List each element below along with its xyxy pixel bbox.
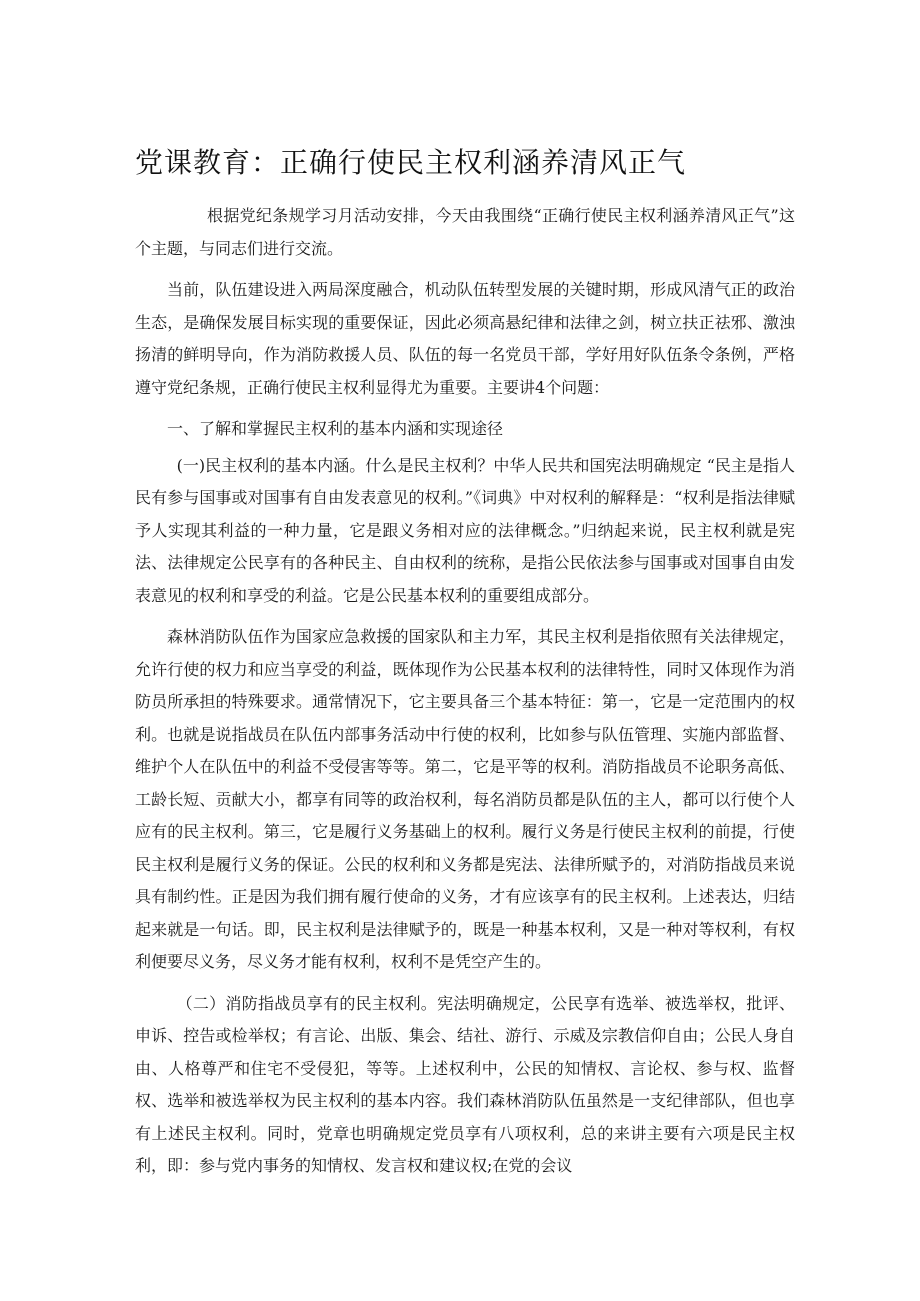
document-body [135,200,795,1192]
section-heading-1: 一、了解和掌握民主权利的基本内涵和实现途径 [167,419,504,438]
paragraph-intro: 根据党纪条规学习月活动安排，今天由我围绕“正确行使民主权利涵养清风正气”这个主题，与同志们进行交流。 [135,206,795,258]
paragraph-background: 当前，队伍建设进入两局深度融合，机动队伍转型发展的关键时期，形成风清气正的政治生态，是确保发展目标实现的重要保证，因此必须高悬纪律和法律之剑，树立扶正祛邪、激浊扬清的鲜明导向，作为消防救援人员、队伍的每一名党员干部，学好用好队伍条令条例，严格遵守党纪条规，正确行使民主权利显得尤为重要。主要讲4个问题： [135,280,795,397]
document-title: 党课教育：正确行使民主权利涵养清风正气 [135,146,687,179]
paragraph-rights-enjoyed: （二）消防指战员享有的民主权利。宪法明确规定，公民享有选举、被选举权，批评、申诉、控告或检举权；有言论、出版、集会、结社、游行、示威及宗教信仰自由；公民人身自由、人格尊严和住宅不受侵犯，等等。上述权利中，公民的知情权、言论权、参与权、监督权、选举和被选举权为民主权利的基本内容。我们森林消防队伍虽然是一支纪律部队，但也享有上述民主权利。同时，党章也明确规定党员享有八项权利，总的来讲主要有六项是民主权利，即：参与党内事务的知情权、发言权和建议权;在党的会议 [135,993,795,1175]
paragraph-characteristics: 森林消防队伍作为国家应急救援的国家队和主力军，其民主权利是指依照有关法律规定，允许行使的权力和应当享受的利益，既体现作为公民基本权利的法律特性，同时又体现作为消防员所承担的特殊要求。通常情况下，它主要具备三个基本特征：第一，它是一定范围内的权利。也就是说指战员在队伍内部事务活动中行使的权利，比如参与队伍管理、实施内部监督、维护个人在队伍中的利益不受侵害等等。第二，它是平等的权利。消防指战员不论职务高低、工龄长短、贡献大小，都享有同等的政治权利，每名消防员都是队伍的主人，都可以行使个人应有的民主权利。第三，它是履行义务基础上的权利。履行义务是行使民主权利的前提，行使民主权利是履行义务的保证。公民的权利和义务都是宪法、法律所赋予的，对消防指战员来说具有制约性。正是因为我们拥有履行使命的义务，才有应该享有的民主权利。上述表达，归结起来就是一句话。即，民主权利是法律赋予的，既是一种基本权利，又是一种对等权利，有权利便要尽义务，尽义务才能有权利，权利不是凭空产生的。 [135,627,795,971]
paragraph-basic-meaning: (一)民主权利的基本内涵。什么是民主权利？中华人民共和国宪法明确规定 “民主是指人民有参与国事或对国事有自由发表意见的权利。”《词典》中对权利的解释是：“权利是指法律赋予人实现其利益的一种力量，它是跟义务相对应的法律概念。”归纳起来说，民主权利就是宪法、法律规定公民享有的各种民主、自由权利的统称，是指公民依法参与国事或对国事自由发表意见的权利和享受的利益。它是公民基本权利的重要组成部分。 [135,455,795,605]
